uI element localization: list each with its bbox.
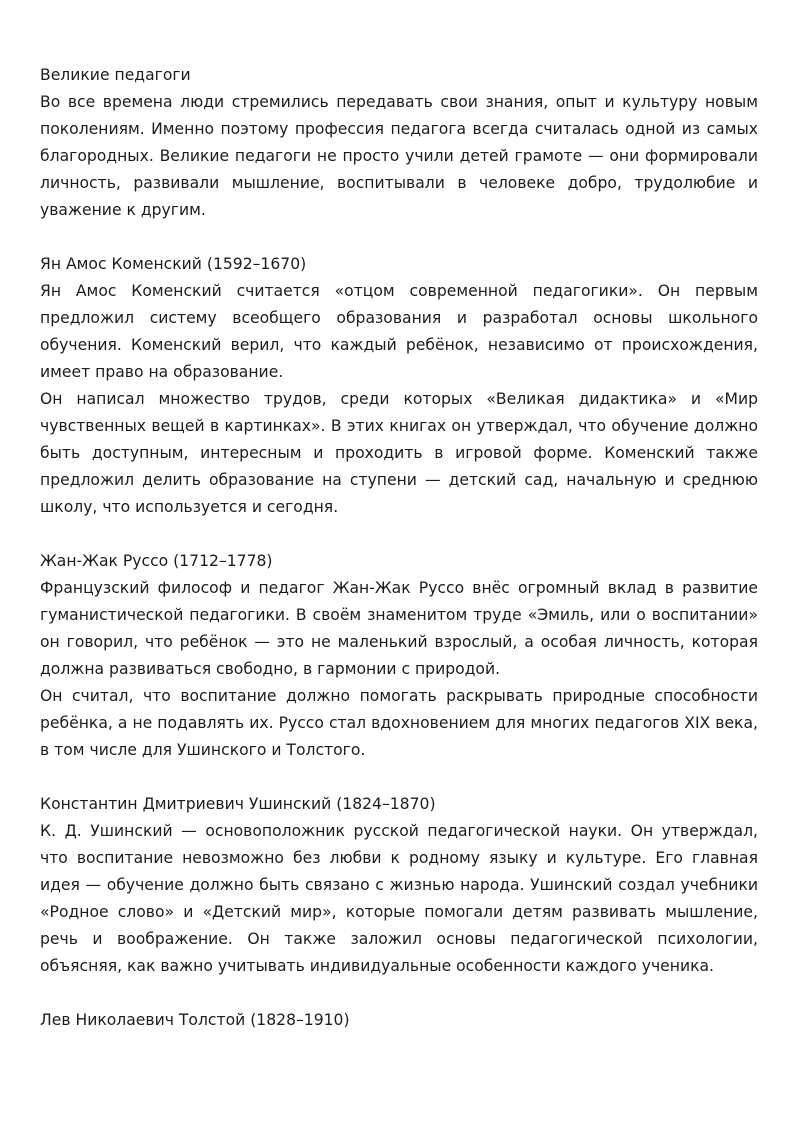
paragraph: Французский философ и педагог Жан-Жак Руссо внёс огромный вклад в развитие гуманистической педагогики. В своём знаменитом труде «Эмиль, или о воспитании» он говорил, что ребёнок — это не маленький взрослый, а особая личность, которая должна развиваться свободно, в гармонии с природой. [40, 579, 758, 678]
paragraph: К. Д. Ушинский — основоположник русской педагогической науки. Он утверждал, что воспитание невозможно без любви к родному языку и культуре. Его главная идея — обучение должно быть связано с жизнью народа. Ушинский создал учебники «Родное слово» и «Детский мир», которые помогали детям развивать мышление, речь и воображение. Он также заложил основы педагогической психологии, объясняя, как важно учитывать индивидуальные особенности каждого ученика. [40, 822, 758, 975]
section-heading-ushinsky: Константин Дмитриевич Ушинский (1824–1870) [40, 795, 436, 813]
document-body [40, 62, 758, 1034]
section-heading-komensky: Ян Амос Коменский (1592–1670) [40, 255, 307, 273]
paragraph: Ян Амос Коменский считается «отцом современной педагогики». Он первым предложил систему всеобщего образования и разработал основы школьного обучения. Коменский верил, что каждый ребёнок, независимо от происхождения, имеет право на образование. [40, 282, 758, 381]
page-title: Великие педагоги [40, 66, 191, 84]
paragraph: Он считал, что воспитание должно помогать раскрывать природные способности ребёнка, а не подавлять их. Руссо стал вдохновением для многих педагогов XIX века, в том числе для Ушинского и Толстого. [40, 687, 758, 759]
intro-paragraph: Во все времена люди стремились передавать свои знания, опыт и культуру новым поколениям. Именно поэтому профессия педагога всегда считалась одной из самых благородных. Великие педагоги не просто учили детей грамоте — они формировали личность, развивали мышление, воспитывали в человеке добро, трудолюбие и уважение к другим. [40, 93, 758, 219]
section-heading-rousseau: Жан-Жак Руссо (1712–1778) [40, 552, 273, 570]
paragraph: Он написал множество трудов, среди которых «Великая дидактика» и «Мир чувственных вещей в картинках». В этих книгах он утверждал, что обучение должно быть доступным, интересным и проходить в игровой форме. Коменский также предложил делить образование на ступени — детский сад, начальную и среднюю школу, что используется и сегодня. [40, 390, 758, 516]
section-heading-tolstoy: Лев Николаевич Толстой (1828–1910) [40, 1011, 350, 1029]
